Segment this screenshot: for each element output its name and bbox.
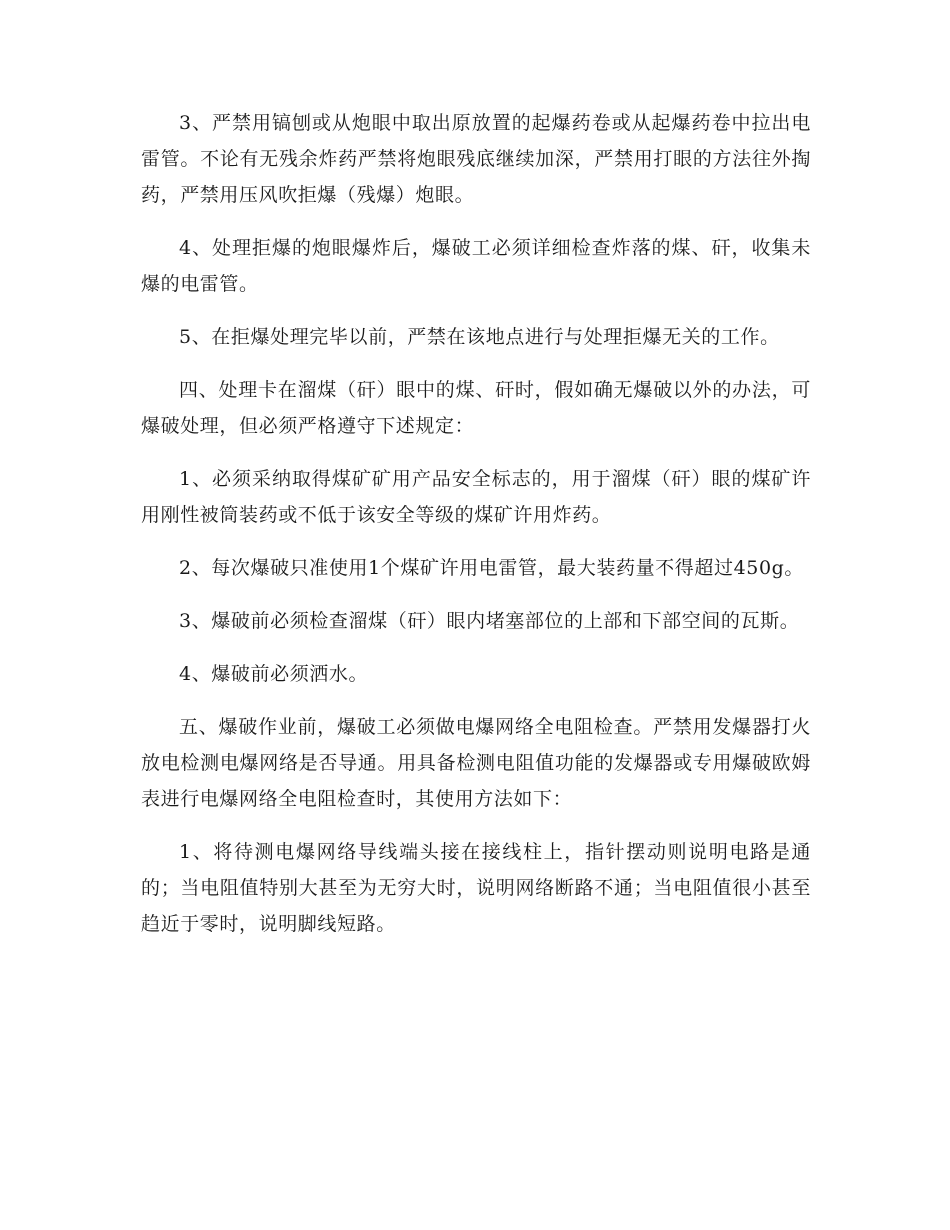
paragraph-5: 1、必须采纳取得煤矿矿用产品安全标志的，用于溜煤（矸）眼的煤矿许用刚性被筒装药或不低于该安全等级的煤矿许用炸药。 xyxy=(141,468,811,526)
paragraph-2: 4、处理拒爆的炮眼爆炸后，爆破工必须详细检查炸落的煤、矸，收集未爆的电雷管。 xyxy=(141,237,811,295)
paragraph-1: 3、严禁用镐刨或从炮眼中取出原放置的起爆药卷或从起爆药卷中拉出电雷管。不论有无残余炸药严禁将炮眼残底继续加深，严禁用打眼的方法往外掏药，严禁用压风吹拒爆（残爆）炮眼。 xyxy=(141,112,811,206)
paragraph-4: 四、处理卡在溜煤（矸）眼中的煤、矸时，假如确无爆破以外的办法，可爆破处理，但必须严格遵守下述规定： xyxy=(141,379,811,437)
paragraph-3: 5、在拒爆处理完毕以前，严禁在该地点进行与处理拒爆无关的工作。 xyxy=(179,326,780,348)
paragraph-10: 1、将待测电爆网络导线端头接在接线柱上，指针摆动则说明电路是通的；当电阻值特别大甚至为无穷大时，说明网络断路不通；当电阻值很小甚至趋近于零时，说明脚线短路。 xyxy=(141,841,811,935)
document-body xyxy=(141,105,811,959)
paragraph-7: 3、爆破前必须检查溜煤（矸）眼内堵塞部位的上部和下部空间的瓦斯。 xyxy=(179,610,800,632)
paragraph-9: 五、爆破作业前，爆破工必须做电爆网络全电阻检查。严禁用发爆器打火放电检测电爆网络是否导通。用具备检测电阻值功能的发爆器或专用爆破欧姆表进行电爆网络全电阻检查时，其使用方法如下： xyxy=(141,716,811,810)
paragraph-6: 2、每次爆破只准使用1个煤矿许用电雷管，最大装药量不得超过450g。 xyxy=(179,557,805,579)
paragraph-8: 4、爆破前必须洒水。 xyxy=(179,663,369,685)
